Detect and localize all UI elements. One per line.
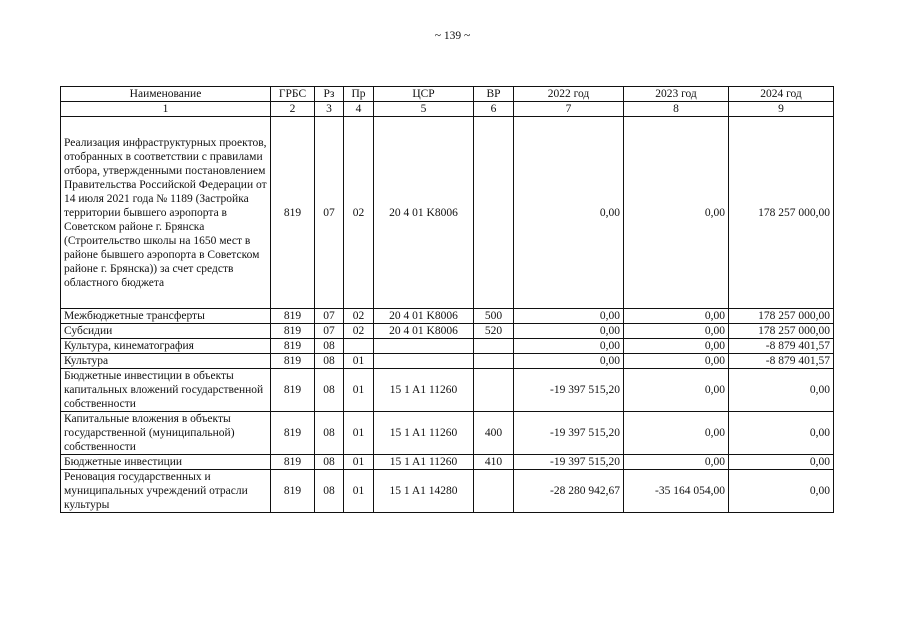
row-rz: 08 (315, 339, 344, 354)
table-row (61, 309, 834, 324)
row-csr (374, 354, 474, 369)
row-csr: 15 1 A1 14280 (374, 470, 474, 513)
row-rz: 08 (315, 470, 344, 513)
page-number: ~ 139 ~ (434, 30, 471, 42)
table-row (61, 324, 834, 339)
header-2023: 2023 год (624, 87, 729, 102)
table-row (61, 339, 834, 354)
header-2024: 2024 год (729, 87, 834, 102)
row-csr: 15 1 A1 11260 (374, 412, 474, 455)
column-number: 1 (61, 102, 271, 117)
column-number-row (61, 102, 834, 117)
row-grbs: 819 (271, 324, 315, 339)
row-pr (344, 339, 374, 354)
row-2022: 0,00 (514, 309, 624, 324)
row-2022: 0,00 (514, 339, 624, 354)
row-2024: 178 257 000,00 (729, 117, 834, 309)
row-2024: 178 257 000,00 (729, 324, 834, 339)
table-row (61, 455, 834, 470)
row-pr: 01 (344, 455, 374, 470)
header-2022: 2022 год (514, 87, 624, 102)
row-vr (474, 354, 514, 369)
table-row (61, 117, 834, 309)
row-csr: 20 4 01 K8006 (374, 309, 474, 324)
column-number: 4 (344, 102, 374, 117)
row-rz: 07 (315, 324, 344, 339)
row-vr: 400 (474, 412, 514, 455)
row-2023: -35 164 054,00 (624, 470, 729, 513)
table-row (61, 412, 834, 455)
row-2024: -8 879 401,57 (729, 339, 834, 354)
row-vr: 410 (474, 455, 514, 470)
column-number: 3 (315, 102, 344, 117)
row-2023: 0,00 (624, 412, 729, 455)
row-grbs: 819 (271, 412, 315, 455)
row-grbs: 819 (271, 309, 315, 324)
row-2022: -28 280 942,67 (514, 470, 624, 513)
row-2024: 0,00 (729, 470, 834, 513)
row-name: Межбюджетные трансферты (61, 309, 271, 324)
row-2024: -8 879 401,57 (729, 354, 834, 369)
row-pr: 01 (344, 470, 374, 513)
row-csr (374, 339, 474, 354)
header-pr: Пр (344, 87, 374, 102)
row-rz: 08 (315, 354, 344, 369)
row-2023: 0,00 (624, 117, 729, 309)
row-vr (474, 369, 514, 412)
budget-table (60, 86, 834, 513)
row-2022: 0,00 (514, 117, 624, 309)
row-grbs: 819 (271, 117, 315, 309)
row-rz: 07 (315, 309, 344, 324)
row-pr: 01 (344, 369, 374, 412)
row-pr: 01 (344, 412, 374, 455)
column-number: 6 (474, 102, 514, 117)
row-2023: 0,00 (624, 324, 729, 339)
table-row (61, 369, 834, 412)
row-csr: 15 1 A1 11260 (374, 455, 474, 470)
row-pr: 02 (344, 324, 374, 339)
row-2022: -19 397 515,20 (514, 455, 624, 470)
row-vr: 520 (474, 324, 514, 339)
column-number: 2 (271, 102, 315, 117)
row-rz: 08 (315, 455, 344, 470)
row-csr: 20 4 01 K8006 (374, 324, 474, 339)
row-pr: 02 (344, 309, 374, 324)
row-csr: 20 4 01 K8006 (374, 117, 474, 309)
row-rz: 08 (315, 412, 344, 455)
row-2024: 0,00 (729, 412, 834, 455)
row-name: Реализация инфраструктурных проектов, отобранных в соответствии с правилами отбора, утвержденными постановлением Правительства Российской Федерации от 14 июля 2021 года № 1189 (Застройка территории бывшего аэропорта в Советском районе г. Брянска (Строительство школы на 1650 мест в районе бывшего аэропорта в Советском районе г. Брянска)) за счет средств областного бюджета (61, 117, 271, 309)
table-row (61, 354, 834, 369)
row-vr: 500 (474, 309, 514, 324)
row-name: Субсидии (61, 324, 271, 339)
header-grbs: ГРБС (271, 87, 315, 102)
header-csr: ЦСР (374, 87, 474, 102)
row-name: Бюджетные инвестиции (61, 455, 271, 470)
row-2024: 0,00 (729, 455, 834, 470)
row-name: Реновация государственных и муниципальных учреждений отрасли культуры (61, 470, 271, 513)
row-2023: 0,00 (624, 354, 729, 369)
row-grbs: 819 (271, 339, 315, 354)
row-2022: 0,00 (514, 324, 624, 339)
header-rz: Рз (315, 87, 344, 102)
row-name: Культура, кинематография (61, 339, 271, 354)
row-pr: 02 (344, 117, 374, 309)
row-2023: 0,00 (624, 339, 729, 354)
row-grbs: 819 (271, 369, 315, 412)
row-2023: 0,00 (624, 369, 729, 412)
column-number: 9 (729, 102, 834, 117)
header-row (61, 87, 834, 102)
header-name: Наименование (61, 87, 271, 102)
row-rz: 08 (315, 369, 344, 412)
row-2022: -19 397 515,20 (514, 369, 624, 412)
row-2022: 0,00 (514, 354, 624, 369)
row-2023: 0,00 (624, 309, 729, 324)
row-vr (474, 117, 514, 309)
row-grbs: 819 (271, 470, 315, 513)
column-number: 8 (624, 102, 729, 117)
row-csr: 15 1 A1 11260 (374, 369, 474, 412)
row-pr: 01 (344, 354, 374, 369)
row-name: Бюджетные инвестиции в объекты капитальных вложений государственной собственности (61, 369, 271, 412)
row-grbs: 819 (271, 455, 315, 470)
column-number: 7 (514, 102, 624, 117)
row-2024: 0,00 (729, 369, 834, 412)
row-2022: -19 397 515,20 (514, 412, 624, 455)
row-rz: 07 (315, 117, 344, 309)
row-2023: 0,00 (624, 455, 729, 470)
row-grbs: 819 (271, 354, 315, 369)
column-number: 5 (374, 102, 474, 117)
row-vr (474, 470, 514, 513)
row-name: Культура (61, 354, 271, 369)
row-name: Капитальные вложения в объекты государственной (муниципальной) собственности (61, 412, 271, 455)
row-2024: 178 257 000,00 (729, 309, 834, 324)
table-row (61, 470, 834, 513)
row-vr (474, 339, 514, 354)
header-vr: ВР (474, 87, 514, 102)
